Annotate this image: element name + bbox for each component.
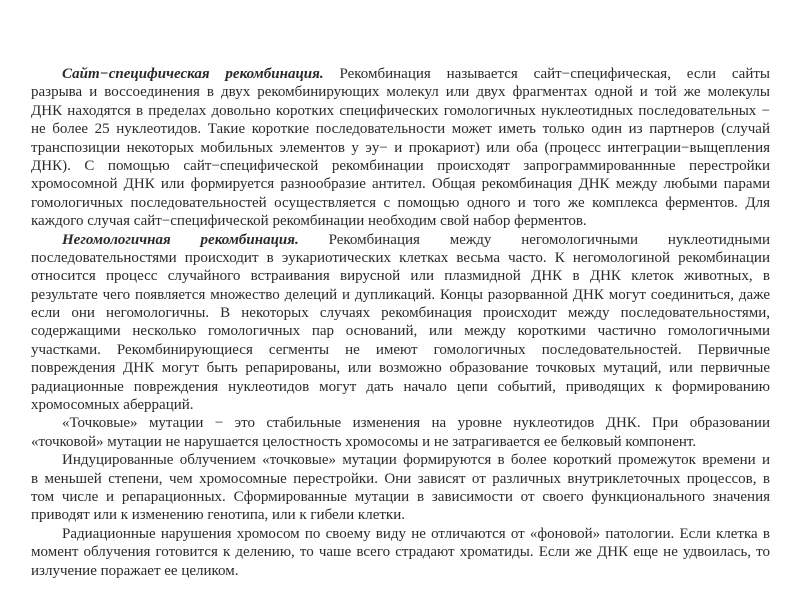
line-text: повреждения ДНК могут быть репарированы, или возможно образование точковых мутаций, или первичные	[31, 360, 770, 377]
text-line	[31, 433, 770, 451]
text-line	[31, 65, 770, 83]
text-line	[31, 304, 770, 322]
line-text: «Точковые» мутации − это стабильные изменения на уровне нуклеотидов ДНК. При образовании	[62, 415, 770, 432]
text-line	[31, 231, 770, 249]
text-line	[31, 267, 770, 285]
paragraph	[31, 525, 770, 580]
line-text: транспозиции некоторых мобильных элементов у эу− и прокариот) или оба (процесс интеграции−выщепления	[31, 139, 770, 156]
text-line	[31, 359, 770, 377]
line-text: если они негомологичны. В некоторых случаях рекомбинация происходит между последовательностями,	[31, 305, 770, 322]
text-line	[31, 194, 770, 212]
paragraph	[31, 231, 770, 415]
line-text: Рекомбинация между негомологичными нуклеотидными	[298, 231, 770, 248]
line-text: относится процесс случайного встраивания вирусной или плазмидной ДНК в ДНК клеток животных, в	[31, 268, 770, 285]
paragraph	[31, 451, 770, 525]
line-text: не более 25 нуклеотидов. Такие короткие последовательности может иметь только один из партнеров (случай	[31, 121, 770, 138]
text-line	[31, 175, 770, 193]
text-line	[31, 341, 770, 359]
text-line	[31, 488, 770, 506]
text-line	[31, 157, 770, 175]
line-text: гомологичных последовательностей осуществляется с помощью одного и того же комплекса ферментов. Для	[31, 194, 770, 211]
line-text: излучение поражает ее целиком.	[31, 562, 239, 579]
line-text: в меньшей степени, чем хромосомные перестройки. Они зависят от различных внутриклеточных процессов, в	[31, 470, 770, 487]
line-text: каждого случая сайт−специфической рекомбинации необходим свой набор ферментов.	[31, 213, 587, 230]
text-line	[31, 506, 770, 524]
line-text: «точковой» мутации не нарушается целостность хромосомы и не затрагивается ее белковый компонент.	[31, 433, 697, 450]
text-line	[31, 286, 770, 304]
line-text: последовательностями происходит в эукариотических клетках весьма часто. К негомологиной рекомбинации	[31, 249, 770, 266]
text-line	[31, 322, 770, 340]
line-text: содержащими несколько гомологичных пар оснований, или между короткими частично гомологичными	[31, 323, 770, 340]
line-text: Радиационные нарушения хромосом по своему виду не отличаются от «фоновой» патологии. Если клетка в	[62, 525, 770, 542]
text-line	[31, 212, 770, 230]
text-line	[31, 139, 770, 157]
line-text: ДНК). С помощью сайт−специфической рекомбинации происходят запрограммированнные перестройки	[31, 157, 770, 174]
line-text: радиационные повреждения нуклеотидов могут дать начало цепи событий, приводящих к формированию	[31, 378, 770, 395]
line-text: разрыва и воссоединения в двух рекомбинирующих молекул или двух фрагментах одной и той же молекулы	[31, 84, 770, 101]
line-text: том числе и репарационных. Сформированные мутации в зависимости от своего функционального значения	[31, 488, 770, 505]
line-text: Индуцированные облучением «точковые» мутации формируются в более короткий промежуток времени и	[62, 452, 770, 469]
text-line	[31, 562, 770, 580]
text-line	[31, 451, 770, 469]
text-line	[31, 102, 770, 120]
paragraph-heading: Сайт−специфическая рекомбинация.	[62, 66, 324, 82]
paragraph	[31, 65, 770, 231]
text-line	[31, 414, 770, 432]
line-text: приводят или к изменению генотипа, или к гибели клетки.	[31, 507, 405, 524]
line-text: момент облучения готовится к делению, то чаше всего страдают хроматиды. Если же ДНК еще не удвоилась, то	[31, 544, 770, 561]
text-line	[31, 525, 770, 543]
line-text: Рекомбинация называется сайт−специфическая, если сайты	[323, 66, 770, 82]
document-body	[31, 65, 770, 580]
text-line	[31, 249, 770, 267]
paragraph-heading: Негомологичная рекомбинация.	[62, 231, 299, 248]
line-text: ДНК находятся в пределах довольно коротких специфических гомологичных нуклеотидных последовательных −	[31, 102, 770, 119]
paragraph	[31, 414, 770, 451]
line-text: участками. Рекомбинирующиеся сегменты не имеют гомологичных последовательностей. Первичные	[31, 341, 770, 358]
text-line	[31, 83, 770, 101]
line-text: результате чего появляется множество делеций и дупликаций. Концы разорванной ДНК могут соединиться, даже	[31, 286, 770, 303]
text-line	[31, 543, 770, 561]
text-line	[31, 470, 770, 488]
line-text: хромосомной ДНК или формируется разнообразие антител. Общая рекомбинация ДНК между любыми парами	[31, 176, 770, 193]
text-line	[31, 396, 770, 414]
text-line	[31, 120, 770, 138]
text-line	[31, 378, 770, 396]
line-text: хромосомных аберраций.	[31, 397, 194, 414]
